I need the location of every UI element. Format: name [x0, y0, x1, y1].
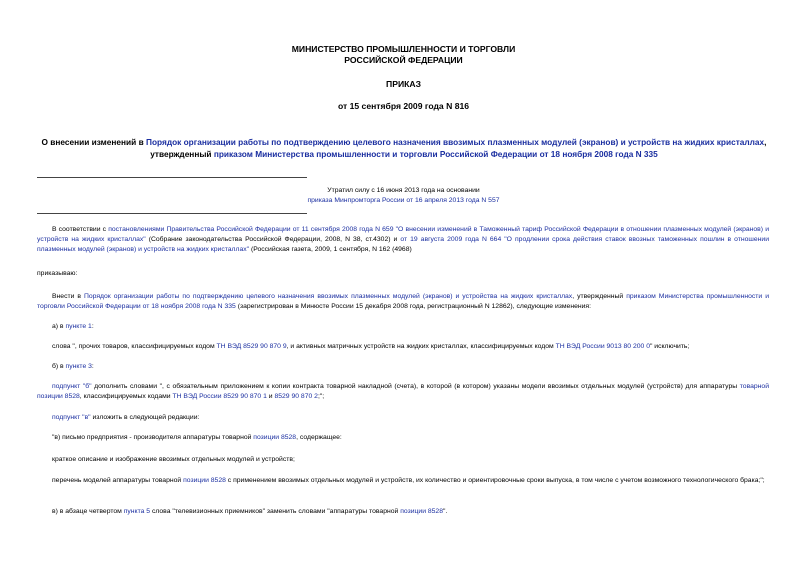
- preamble-text-1: В соответствии с: [52, 226, 109, 233]
- ministry-line-2: РОССИЙСКОЙ ФЕДЕРАЦИИ: [344, 55, 463, 65]
- document-title: [36, 137, 772, 160]
- paragraph-list-models: [37, 476, 769, 486]
- ministry-line-1: МИНИСТЕРСТВО ПРОМЫШЛЕННОСТИ И ТОРГОВЛИ: [291, 44, 516, 54]
- ministry-name: [0, 44, 807, 66]
- link-position-8528-b[interactable]: позиции 8528: [183, 477, 226, 484]
- models-text-1: перечень моделей аппаратуры товарной: [52, 477, 184, 484]
- letter-text-1: "в) письмо предприятия - производителя аппаратуры товарной: [52, 434, 254, 441]
- document-type: ПРИКАЗ: [386, 79, 421, 89]
- words-text-1: слова ", прочих товаров, классифицируемых кодом: [52, 343, 217, 350]
- title-text-2: , утвержденный: [150, 137, 767, 159]
- link-code-8529908702[interactable]: 8529 90 870 2: [274, 393, 318, 401]
- paragraph-item-b: [52, 362, 769, 372]
- link-resolution-664[interactable]: от 19 августа 2009 года N 664 "О продлении срока действия ставок ввозных таможенных пошлин в отношении плазменных модулей (экранов) и устройств на жидких кристаллах": [37, 236, 769, 254]
- paragraph-amendments: [37, 292, 769, 312]
- paragraph-item-a: [52, 322, 769, 332]
- link-point-5[interactable]: пункта 5: [123, 508, 151, 515]
- link-position-8528-a[interactable]: позиции 8528: [253, 434, 297, 441]
- link-resolution-659[interactable]: постановлениями Правительства Российской Федерации от 11 сентября 2008 года N 659 "О внесении изменений в Таможенный тариф Российской Федерации в отношении плазменных модулей (экранов) и устройств на жидких кристаллах": [37, 226, 769, 244]
- subpoint-b-text-2: , классифицируемых кодами: [79, 393, 173, 401]
- letter-text-2: , содержащее:: [296, 434, 342, 441]
- subpoint-b-text-1: дополнить словами ", с обязательным приложением к копии контракта товарной накладной (счета), в которой (в котором) указаны модели ввозимых отдельных модулей (устройств) для аппаратуры: [91, 383, 740, 390]
- title-link-order[interactable]: Порядок организации работы по подтверждению целевого назначения ввозимых плазменных модулей (экранов) и устройств на жидких кристаллах: [145, 137, 765, 147]
- paragraph-subpoint-b: [37, 382, 769, 402]
- paragraph-letter: [52, 433, 769, 443]
- divider-bottom: [37, 213, 307, 214]
- link-point-1[interactable]: пункте 1: [65, 323, 92, 330]
- link-code-8529908709[interactable]: ТН ВЭД 8529 90 870 9: [216, 343, 287, 350]
- item-v-text-3: ".: [443, 508, 448, 515]
- title-text-1: О внесении изменений в: [41, 137, 146, 147]
- subpoint-b-text-3: и: [266, 393, 275, 401]
- paragraph-words-exclude: [52, 342, 769, 352]
- status-note-link[interactable]: приказа Минпромторга России от 16 апреля 2013 года N 557: [307, 197, 500, 204]
- paragraph-order-word: приказываю:: [37, 270, 78, 277]
- item-v-text-1: в) в абзаце четвертом: [52, 508, 124, 515]
- divider-top: [37, 177, 307, 178]
- link-subpoint-v[interactable]: подпункт "в": [52, 414, 91, 421]
- amend-text-3: (зарегистрирован в Минюсте России 15 декабря 2008 года, регистрационный N 12862), следующие изменения:: [235, 303, 591, 311]
- paragraph-preamble: [37, 225, 769, 256]
- paragraph-description: краткое описание и изображение ввозимых отдельных модулей и устройств;: [52, 456, 295, 463]
- link-order-335[interactable]: приказом Министерства промышленности и торговли Российской Федерации от 18 ноября 2008 года N 335: [37, 293, 769, 311]
- link-heading-8528[interactable]: товарной позиции 8528: [37, 383, 769, 401]
- link-code-9013802000[interactable]: ТН ВЭД России 9013 80 200 0: [555, 343, 650, 350]
- item-v-text-2: слова "телевизионных приемников" заменить словами "аппаратуры товарной: [150, 508, 401, 515]
- item-a-colon: :: [91, 323, 94, 330]
- item-a-text: а) в: [52, 323, 66, 330]
- link-code-8529908701[interactable]: ТН ВЭД России 8529 90 870 1: [172, 393, 267, 401]
- words-text-3: " исключить;: [649, 343, 690, 350]
- link-procedure[interactable]: Порядок организации работы по подтверждению целевого назначения ввозимых плазменных модулей (экранов) и устройства на жидких кристаллах: [83, 293, 573, 300]
- paragraph-item-v: [52, 507, 769, 517]
- link-subpoint-b[interactable]: подпункт "б": [52, 383, 92, 390]
- link-point-3[interactable]: пункте 3: [65, 363, 92, 370]
- document-date: от 15 сентября 2009 года N 816: [337, 101, 470, 111]
- status-note-text: Утратил силу с 16 июня 2013 года на основании: [327, 187, 480, 194]
- preamble-text-3: (Российская газета, 2009, 1 сентября, N 162 (4968): [249, 246, 412, 254]
- subpoint-b-text-4: ;";: [317, 393, 325, 401]
- amend-text-2: , утвержденный: [572, 293, 627, 300]
- models-text-2: с применением ввозимых отдельных модулей и устройств, их количество и ориентировочные сроки выпуска, в том числе с учетом возможного технологического брака;";: [225, 477, 765, 484]
- paragraph-subpoint-v: [52, 413, 769, 423]
- subpoint-v-text: изложить в следующей редакции:: [90, 414, 200, 421]
- amend-text-1: Внести в: [52, 293, 84, 300]
- item-b-text: б) в: [52, 363, 66, 370]
- status-note: [0, 186, 807, 206]
- preamble-text-2: (Собрание законодательства Российской Федерации, 2008, N 38, ст.4302) и: [145, 236, 401, 244]
- link-position-8528-c[interactable]: позиции 8528: [400, 508, 443, 515]
- item-b-colon: :: [91, 363, 94, 370]
- words-text-2: , и активных матричных устройств на жидких кристаллах, классифицируемых кодом: [286, 343, 556, 350]
- title-link-ministry-order[interactable]: приказом Министерства промышленности и торговли Российской Федерации от 18 ноября 2008 года N 335: [213, 148, 658, 159]
